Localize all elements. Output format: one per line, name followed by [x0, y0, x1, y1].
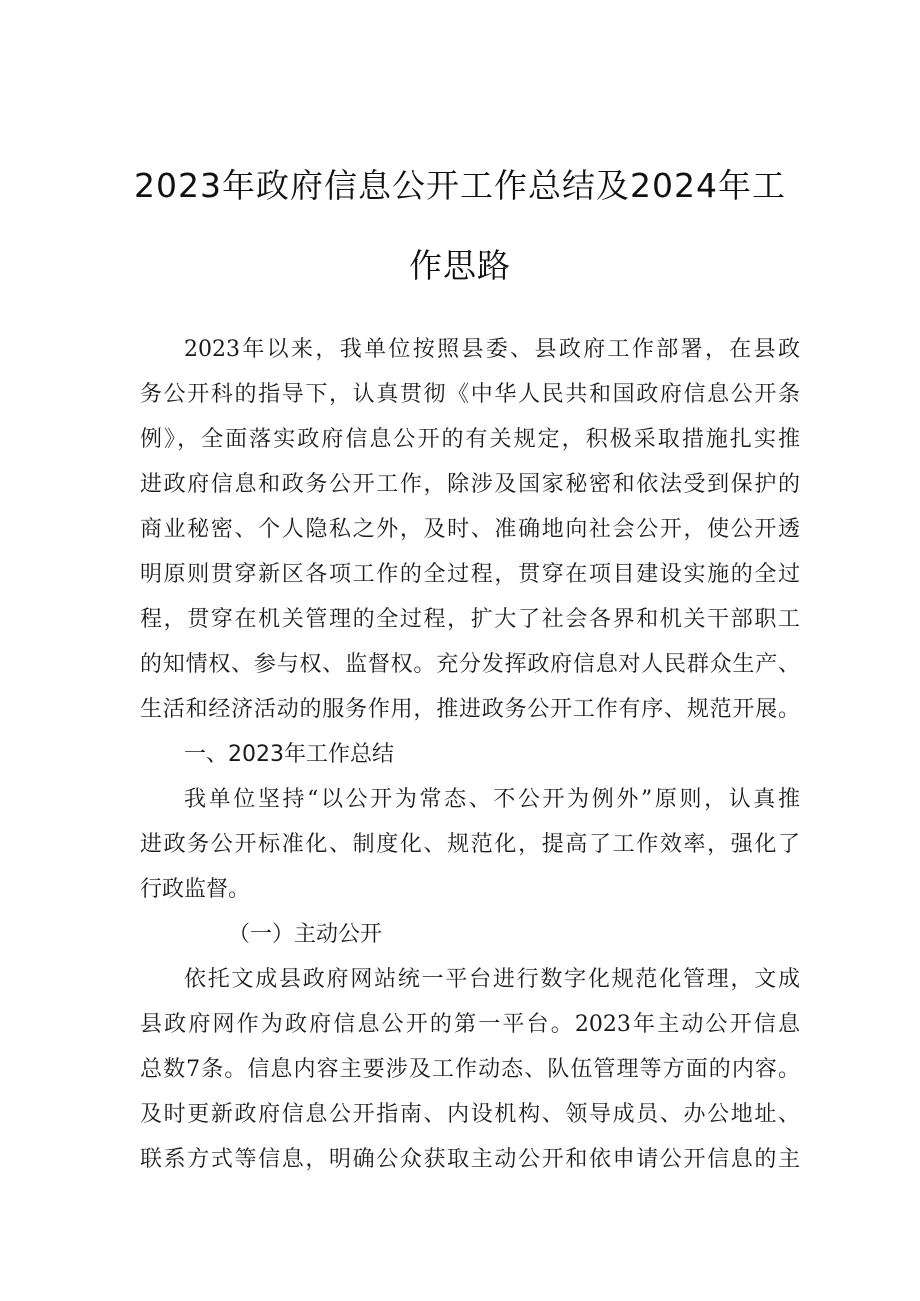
body-line: 务公开科的指导下，认真贯彻《中华人民共和国政府信息公开条	[140, 382, 800, 407]
body-line: 我单位坚持“以公开为常态、不公开为例外”原则，认真推	[184, 787, 800, 812]
body-line: 联系方式等信息，明确公众获取主动公开和依申请公开信息的主	[140, 1147, 800, 1172]
document-body	[140, 327, 800, 1182]
section-heading: 一、2023年工作总结	[184, 742, 394, 767]
body-line: 依托文成县政府网站统一平台进行数字化规范化管理，文成	[184, 967, 800, 992]
body-line: 及时更新政府信息公开指南、内设机构、领导成员、办公地址、	[140, 1102, 800, 1127]
body-line: 程，贯穿在机关管理的全过程，扩大了社会各界和机关干部职工	[140, 607, 800, 632]
body-line: 2023年以来，我单位按照县委、县政府工作部署，在县政	[184, 337, 800, 362]
document-title-line-1: 2023年政府信息公开工作总结及2024年工	[134, 166, 786, 205]
body-line: 例》，全面落实政府信息公开的有关规定，积极采取措施扎实推	[140, 427, 800, 452]
body-line: 进政务公开标准化、制度化、规范化，提高了工作效率，强化了	[140, 832, 800, 857]
body-line: 行政监督。	[140, 877, 251, 902]
body-line: 明原则贯穿新区各项工作的全过程，贯穿在项目建设实施的全过	[140, 562, 800, 587]
body-line: 的知情权、参与权、监督权。充分发挥政府信息对人民群众生产、	[140, 652, 800, 677]
body-line: 县政府网作为政府信息公开的第一平台。2023年主动公开信息	[140, 1012, 800, 1037]
body-line: 总数7条。信息内容主要涉及工作动态、队伍管理等方面的内容。	[140, 1057, 800, 1082]
document-title-line-2: 作思路	[409, 246, 511, 285]
body-line: 生活和经济活动的服务作用，推进政务公开工作有序、规范开展。	[140, 697, 800, 722]
body-line: 进政府信息和政务公开工作，除涉及国家秘密和依法受到保护的	[140, 472, 800, 497]
subsection-heading: （一）主动公开	[228, 922, 383, 947]
body-line: 商业秘密、个人隐私之外，及时、准确地向社会公开，使公开透	[140, 517, 800, 542]
